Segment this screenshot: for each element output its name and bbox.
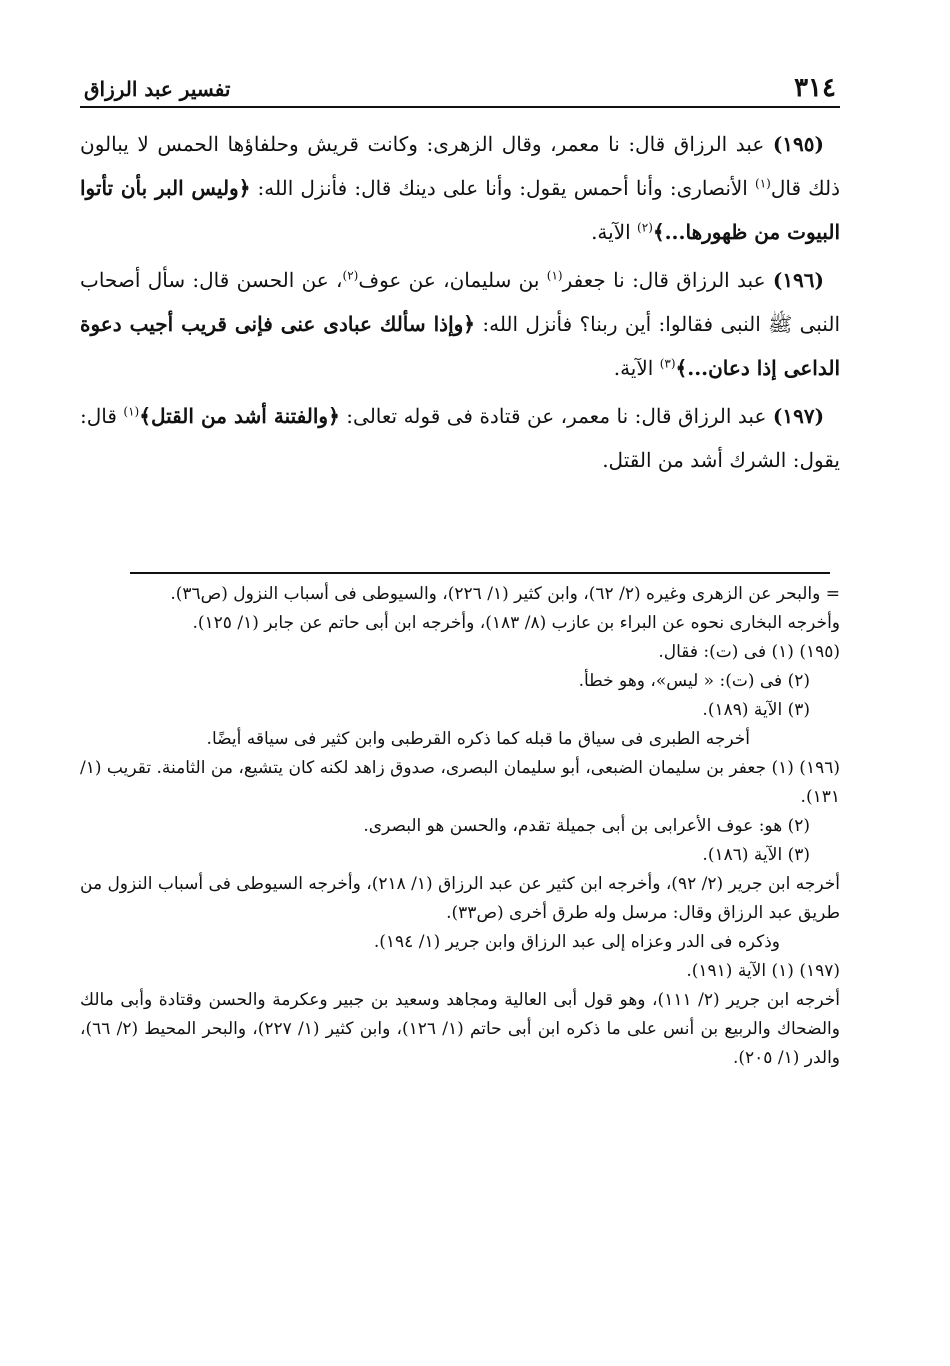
quran-verse: ﴿وإذا سألك عبادى عنى فإنى قريب أجيب دعوة الداعى إذا دعان...﴾ [80, 312, 840, 380]
footnote-ref: (٢) [637, 220, 653, 235]
text-segment: ، عن الحسن قال: سأل أصحاب النبى ﷺ النبى فقالوا: أين ربنا؟ فأنزل الله: [80, 268, 840, 336]
page-number: ٣١٤ [794, 73, 836, 103]
footnote-ref: (٢) [342, 268, 359, 283]
footnote-line: = والبحر عن الزهرى وغيره (٢/ ٦٢)، وابن كثير (١/ ٢٢٦)، والسيوطى فى أسباب النزول (ص٣٦). [170, 584, 840, 604]
main-text [80, 122, 840, 486]
hadith-197 [80, 394, 840, 482]
page-header [80, 72, 840, 108]
running-title: تفسير عبد الرزاق [84, 77, 231, 101]
quran-verse: ﴿والفتنة أشد من القتل﴾ [139, 404, 340, 428]
hadith-number: (١٩٧) [772, 404, 825, 428]
footnote-line: (١٩٥) (١) فى (ت): فقال. [658, 642, 840, 662]
text-segment: عبد الرزاق قال: نا جعفر [562, 268, 773, 292]
footnote-line: أخرجه ابن جرير (٢/ ١١١)، وهو قول أبى العالية ومجاهد وسعيد بن جبير وعكرمة والحسن وقتادة وأبى مالك والضحاك والربيع بن أنس على ما ذكره ابن أبى حاتم (١/ ١٢٦)، وابن كثير (١/ ٢٢٧)، والبحر المحيط (٢/ ٦٦)، والدر (١/ ٢٠٥). [80, 990, 840, 1068]
text-segment: بن سليمان، عن عوف [358, 268, 547, 292]
footnote-line: (١٩٧) (١) الآية (١٩١). [686, 961, 840, 981]
hadith-196 [80, 258, 840, 390]
footnote-line: (١٩٦) (١) جعفر بن سليمان الضبعى، أبو سليمان البصرى، صدوق زاهد لكنه كان يتشيع، من الثامنة. تقريب (١/ ١٣١). [80, 758, 840, 807]
footnote-line: وأخرجه البخارى نحوه عن البراء بن عازب (٨/ ١٨٣)، وأخرجه ابن أبى حاتم عن جابر (١/ ١٢٥). [192, 613, 840, 633]
footnote-line: (٢) فى (ت): « ليس»، وهو خطأ. [578, 671, 810, 691]
footnote-line: وذكره فى الدر وعزاه إلى عبد الرزاق وابن جرير (١/ ١٩٤). [373, 932, 780, 952]
footnote-line: أخرجه ابن جرير (٢/ ٩٢)، وأخرجه ابن كثير عن عبد الرزاق (١/ ٢١٨)، وأخرجه السيوطى فى أسباب النزول من طريق عبد الرزاق وقال: مرسل وله طرق أخرى (ص٣٣). [80, 874, 841, 923]
footnote-ref: (١) [755, 176, 771, 191]
footnote-separator [130, 572, 830, 574]
footnotes [80, 580, 840, 1073]
footnote-line: أخرجه الطبرى فى سياق ما قبله كما ذكره القرطبى وابن كثير فى سياقه أيضًا. [206, 729, 750, 749]
hadith-number: (١٩٦) [772, 268, 825, 292]
text-segment: الآية. [591, 220, 638, 244]
footnote-ref: (٣) [659, 356, 676, 371]
text-segment: الآية. [613, 356, 660, 380]
text-segment: الأنصارى: وأنا أحمس يقول: وأنا على دينك قال: فأنزل الله: [250, 176, 755, 200]
text-segment: قال: يقول: الشرك أشد من القتل. [80, 404, 840, 472]
footnote-line: (٣) الآية (١٨٩). [702, 700, 810, 720]
text-segment: عبد الرزاق قال: نا معمر، عن قتادة فى قوله تعالى: [339, 404, 773, 428]
footnote-ref: (١) [546, 268, 563, 283]
footnote-ref: (١) [123, 404, 140, 419]
footnote-line: (٢) هو: عوف الأعرابى بن أبى جميلة تقدم، والحسن هو البصرى. [363, 816, 810, 836]
hadith-number: (١٩٥) [772, 132, 824, 156]
footnote-line: (٣) الآية (١٨٦). [702, 845, 810, 865]
quran-verse: ﴿وليس البر بأن تأتوا البيوت من ظهورها...﴾ [80, 176, 840, 244]
text-segment: عبد الرزاق قال: نا معمر، وقال الزهرى: وكانت قريش وحلفاؤها الحمس لا يبالون ذلك قال [80, 132, 841, 200]
hadith-195 [80, 122, 840, 254]
